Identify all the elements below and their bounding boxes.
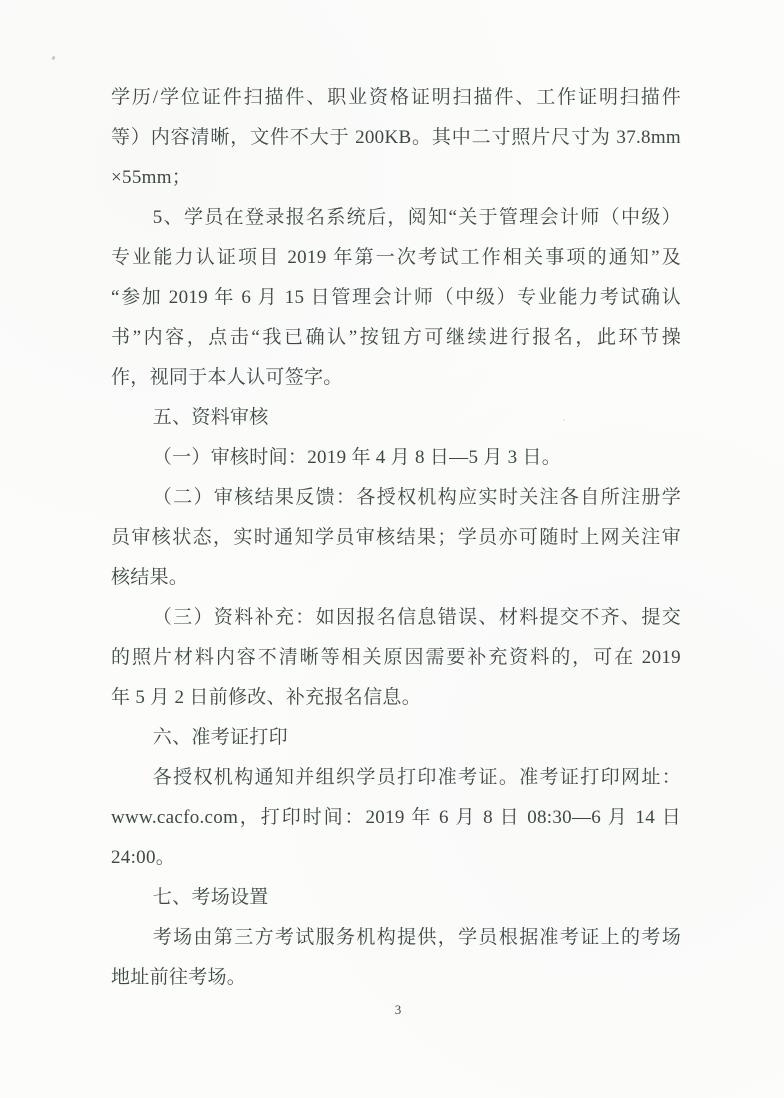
text-line: 学历/学位证件扫描件、职业资格证明扫描件、工作证明扫描件 (111, 87, 681, 108)
text-line: 的照片材料内容不清晰等相关原因需要补充资料的，可在 2019 (111, 647, 681, 668)
scan-speck (51, 56, 55, 61)
text-line: 考场由第三方考试服务机构提供，学员根据准考证上的考场 (152, 927, 681, 948)
text-line: （一）审核时间：2019 年 4 月 8 日—5 月 3 日。 (152, 447, 562, 468)
text-line: 地址前往考场。 (111, 967, 247, 988)
section-heading: 六、准考证打印 (152, 727, 288, 748)
text-line: 各授权机构通知并组织学员打印准考证。准考证打印网址： (152, 767, 681, 788)
text-line: 5、学员在登录报名系统后，阅知“关于管理会计师（中级） (152, 207, 681, 228)
page-number: 3 (394, 1002, 402, 1017)
text-line: 24:00。 (111, 847, 176, 868)
text-line: 核结果。 (111, 567, 189, 588)
text-line: （三）资料补充：如因报名信息错误、材料提交不齐、提交 (152, 607, 681, 628)
text-line: 书”内容，点击“我已确认”按钮方可继续进行报名，此环节操 (111, 327, 681, 348)
text-line: 等）内容清晰，文件不大于 200KB。其中二寸照片尺寸为 37.8mm (111, 127, 681, 148)
text-line: 员审核状态，实时通知学员审核结果；学员亦可随时上网关注审 (111, 527, 681, 548)
text-line: ×55mm； (111, 167, 192, 188)
section-heading: 五、资料审核 (152, 407, 269, 428)
document-body (111, 78, 681, 998)
text-line: 作，视同于本人认可签字。 (111, 367, 343, 388)
text-line: 专业能力认证项目 2019 年第一次考试工作相关事项的通知”及 (111, 247, 681, 268)
text-line: （二）审核结果反馈：各授权机构应实时关注各自所注册学 (152, 487, 681, 508)
text-line: 年 5 月 2 日前修改、补充报名信息。 (111, 687, 422, 708)
text-line: “参加 2019 年 6 月 15 日管理会计师（中级）专业能力考试确认 (111, 287, 681, 308)
section-heading: 七、考场设置 (152, 887, 269, 908)
text-line: www.cacfo.com，打印时间：2019 年 6 月 8 日 08:30—6 月 14 日 (111, 807, 681, 828)
